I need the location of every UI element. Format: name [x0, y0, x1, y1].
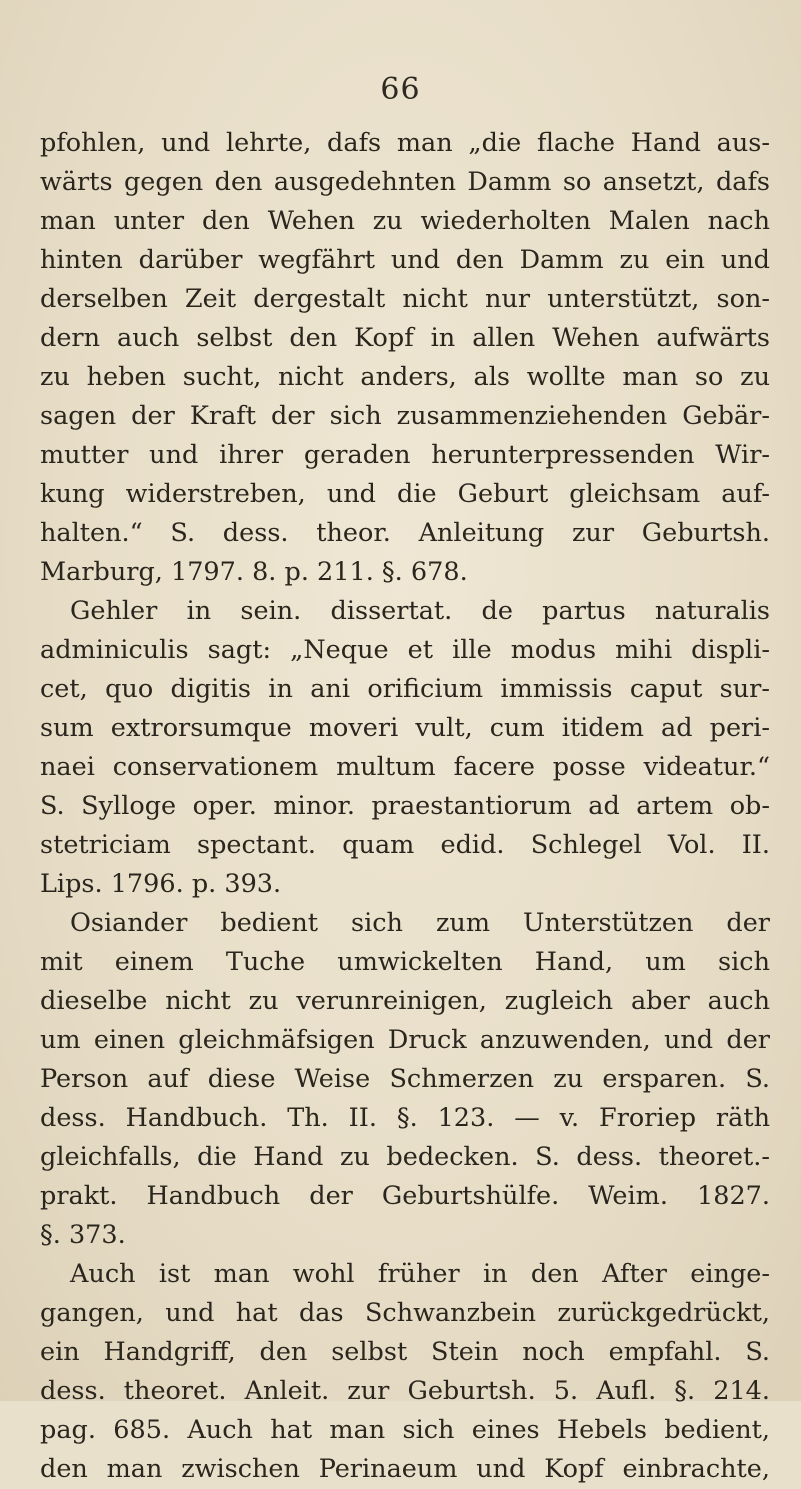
text-line: man unter den Wehen zu wiederholten Malen nach: [40, 206, 770, 236]
text-line: derselben Zeit dergestalt nicht nur unterstützt, son-: [40, 284, 770, 314]
text-line: mutter und ihrer geraden herunterpressenden Wir-: [40, 440, 770, 470]
text-line: ein Handgriff, den selbst Stein noch empfahl. S.: [40, 1337, 770, 1367]
text-line: Marburg, 1797. 8. p. 211. §. 678.: [40, 557, 468, 587]
text-line: §. 373.: [40, 1220, 126, 1250]
text-line: dess. theoret. Anleit. zur Geburtsh. 5. Aufl. §. 214.: [40, 1376, 770, 1406]
text-line: um einen gleichmäfsigen Druck anzuwenden, und der: [40, 1025, 770, 1055]
text-line: sum extrorsumque moveri vult, cum itidem ad peri-: [40, 713, 770, 743]
text-line: dieselbe nicht zu verunreinigen, zugleich aber auch: [40, 986, 770, 1016]
text-line: gangen, und hat das Schwanzbein zurückgedrückt,: [40, 1298, 770, 1328]
text-line: cet, quo digitis in ani orificium immissis caput sur-: [40, 674, 770, 704]
text-line: sagen der Kraft der sich zusammenziehenden Gebär-: [40, 401, 770, 431]
text-line: dern auch selbst den Kopf in allen Wehen aufwärts: [40, 323, 770, 353]
text-line: halten.“ S. dess. theor. Anleitung zur Geburtsh.: [40, 518, 770, 548]
text-line: kung widerstreben, und die Geburt gleichsam auf-: [40, 479, 770, 509]
text-line: adminiculis sagt: „Neque et ille modus mihi displi-: [40, 635, 770, 665]
text-line: Lips. 1796. p. 393.: [40, 869, 282, 899]
text-line: zu heben sucht, nicht anders, als wollte man so zu: [40, 362, 770, 392]
text-line: Gehler in sein. dissertat. de partus naturalis: [70, 596, 770, 626]
text-line: stetriciam spectant. quam edid. Schlegel Vol. II.: [40, 830, 770, 860]
text-line: S. Sylloge oper. minor. praestantiorum ad artem ob-: [40, 791, 770, 821]
text-line: Person auf diese Weise Schmerzen zu ersparen. S.: [40, 1064, 770, 1094]
text-line: pfohlen, und lehrte, dafs man „die flache Hand aus-: [40, 128, 770, 158]
text-line: Osiander bedient sich zum Unterstützen der: [70, 908, 770, 938]
body-text: [40, 124, 770, 1489]
text-line: gleichfalls, die Hand zu bedecken. S. dess. theoret.-: [40, 1142, 770, 1172]
text-line: den man zwischen Perinaeum und Kopf einbrachte,: [40, 1454, 770, 1484]
text-line: mit einem Tuche umwickelten Hand, um sich: [40, 947, 770, 977]
page-number: 66: [380, 72, 421, 107]
text-line: pag. 685. Auch hat man sich eines Hebels bedient,: [40, 1415, 770, 1445]
text-line: dess. Handbuch. Th. II. §. 123. — v. Froriep räth: [40, 1103, 770, 1133]
text-line: hinten darüber wegfährt und den Damm zu ein und: [40, 245, 770, 275]
text-line: wärts gegen den ausgedehnten Damm so ansetzt, dafs: [40, 167, 770, 197]
text-line: Auch ist man wohl früher in den After einge-: [70, 1259, 770, 1289]
text-line: prakt. Handbuch der Geburtshülfe. Weim. 1827.: [40, 1181, 770, 1211]
text-line: naei conservationem multum facere posse videatur.“: [40, 752, 770, 782]
